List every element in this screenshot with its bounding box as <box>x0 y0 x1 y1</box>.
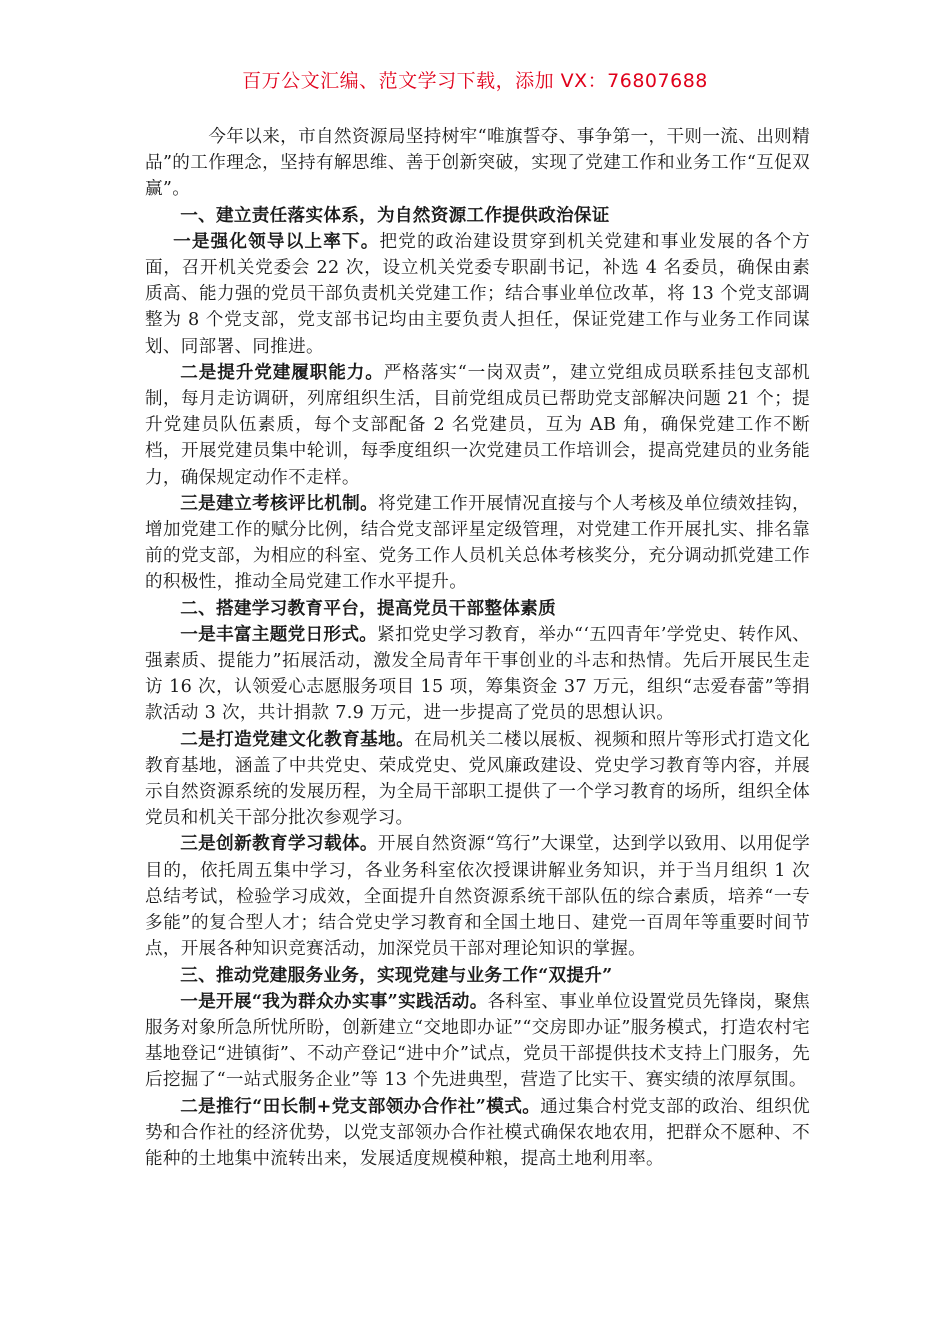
section-2-para-2 <box>145 727 810 832</box>
section-1-para-3 <box>145 491 810 596</box>
para-lead: 二是推行“田长制+党支部领办合作社”模式。 <box>180 1095 541 1117</box>
para-lead: 一是强化领导以上率下。 <box>173 230 380 252</box>
intro-paragraph: 今年以来，市自然资源局坚持树牢“唯旗誓夺、事争第一，干则一流、出则精品”的工作理念，坚持有解思维、善于创新突破，实现了党建工作和业务工作“互促双赢”。 <box>145 127 810 200</box>
section-1-para-2 <box>145 360 810 491</box>
para-text: 紧扣党史学习教育，举办“‘五四青年’学党史、转作风、强素质、提能力”拓展活动，激发全局青年干事创业的斗志和热情。先后开展民生走访 16 次，认领爱心志愿服务项目 15 项，筹集资金 37 万元，组织“志爱春蕾”等捐款活动 3 次，共计捐款 7.9 万元，进一步提高了党员的思想认识。 <box>145 624 810 724</box>
section-1-para-1 <box>145 229 810 360</box>
section-heading-3: 三、推动党建服务业务，实现党建与业务工作“双提升” <box>180 964 613 986</box>
para-lead: 二是打造党建文化教育基地。 <box>180 728 415 750</box>
para-lead: 一是丰富主题党日形式。 <box>180 623 378 645</box>
section-heading-2: 二、搭建学习教育平台，提高党员干部整体素质 <box>180 597 556 619</box>
para-lead: 二是提升党建履职能力。 <box>180 361 384 383</box>
para-lead: 一是开展“我为群众办实事”实践活动。 <box>180 990 488 1012</box>
para-lead: 三是创新教育学习载体。 <box>180 833 378 855</box>
para-text: 通过集合村党支部的政治、组织优势和合作社的经济优势，以党支部领办合作社模式确保农地农用，把群众不愿种、不能种的土地集中流转出来，发展适度规模种粮，提高土地利用率。 <box>145 1096 810 1169</box>
section-2-para-1 <box>145 622 810 727</box>
para-text: 将党建工作开展情况直接与个人考核及单位绩效挂钩，增加党建工作的赋分比例，结合党支部评星定级管理，对党建工作开展扎实、排名靠前的党支部，为相应的科室、党务工作人员机关总体考核奖分，充分调动抓党建工作的积极性，推动全局党建工作水平提升。 <box>145 493 811 593</box>
section-2-para-3 <box>145 831 810 962</box>
para-text: 把党的政治建设贯穿到机关党建和事业发展的各个方面，召开机关党委会 22 次，设立机关党委专职副书记，补选 4 名委员，确保由素质高、能力强的党员干部负责机关党建工作；结合事业单位改革，将 13 个党支部调整为 8 个党支部，党支部书记均由主要负责人担任，保证党建工作与业务工作同谋划、同部署、同推进。 <box>145 231 810 357</box>
para-text: 开展自然资源“笃行”大课堂，达到学以致用、以用促学目的，依托周五集中学习，各业务科室依次授课讲解业务知识，并于当月组织 1 次总结考试，检验学习成效，全面提升自然资源系统干部队伍的综合素质，培养“一专多能”的复合型人才；结合党史学习教育和全国土地日、建党一百周年等重要时间节点，开展各种知识竞赛活动，加深党员干部对理论知识的掌握。 <box>145 834 810 960</box>
section-heading-1: 一、建立责任落实体系，为自然资源工作提供政治保证 <box>180 204 610 226</box>
download-banner: 百万公文汇编、范文学习下载，添加 VX：76807688 <box>242 70 708 92</box>
para-text: 在局机关二楼以展板、视频和照片等形式打造文化教育基地，涵盖了中共党史、荣成党史、党风廉政建设、党史学习教育等内容，并展示自然资源系统的发展历程，为全局干部职工提供了一个学习教育的场所，组织全体党员和机关干部分批次参观学习。 <box>145 729 810 829</box>
section-3-para-1 <box>145 989 810 1094</box>
para-text: 严格落实“一岗双责”，建立党组成员联系挂包支部机制，每月走访调研，列席组织生活，目前党组成员已帮助党支部解决问题 21 个；提升党建员队伍素质，每个支部配备 2 名党建员，互为 AB 角，确保党建工作不断档，开展党建员集中轮训，每季度组织一次党建员工作培训会，提高党建员的业务能力，确保规定动作不走样。 <box>145 362 810 488</box>
document-body <box>145 124 810 1172</box>
para-text: 各科室、事业单位设置党员先锋岗，聚焦服务对象所急所忧所盼，创新建立“交地即办证”“交房即办证”服务模式，打造农村宅基地登记“进镇街”、不动产登记“进中介”试点，党员干部提供技术支持上门服务，先后挖掘了“一站式服务企业”等 13 个先进典型，营造了比实干、赛实绩的浓厚氛围。 <box>145 991 810 1091</box>
para-lead: 三是建立考核评比机制。 <box>180 492 379 514</box>
section-3-para-2 <box>145 1094 810 1173</box>
